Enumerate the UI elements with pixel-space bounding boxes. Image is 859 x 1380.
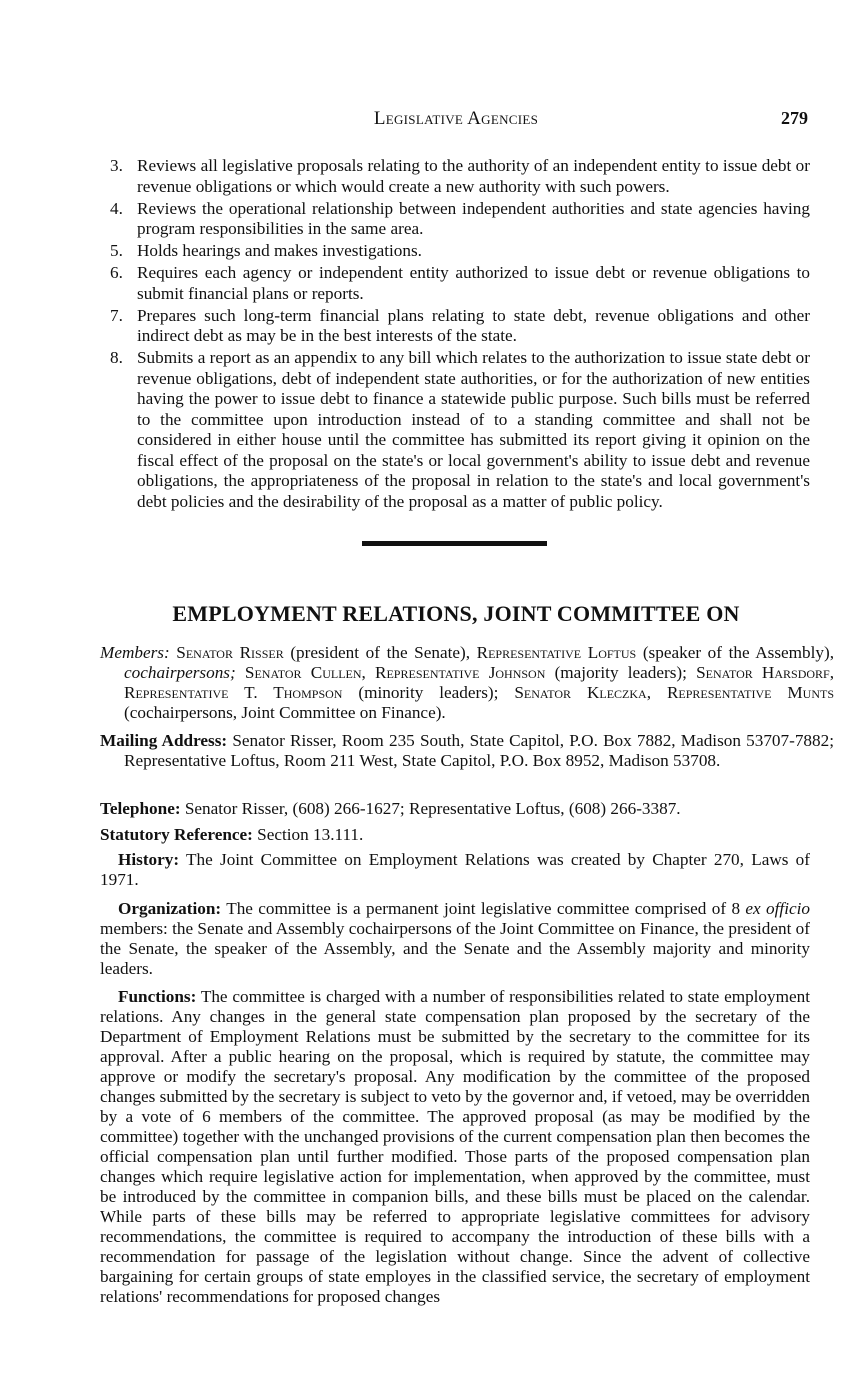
cochairpersons-label: cochairpersons; <box>124 663 236 682</box>
members-label: Members: <box>100 643 170 662</box>
functions-paragraph <box>100 987 810 1307</box>
list-item-text: Reviews the operational relationship between independent authorities and state agencies having program responsibilities in the same area. <box>137 198 810 238</box>
page-number: 279 <box>781 108 808 128</box>
list-item-number: 8. <box>110 348 123 367</box>
list-item-text: Prepares such long-term financial plans relating to state debt, revenue obligations and other indirect debt as may be in the best interests of the state. <box>137 305 810 345</box>
functions-label: Functions: <box>118 987 197 1006</box>
list-item <box>110 306 810 347</box>
list-item-number: 4. <box>110 198 123 218</box>
list-item <box>110 156 810 197</box>
member-name: Senator Cullen, Representative Johnson <box>244 663 546 682</box>
mailing-address-text: Senator Risser, Room 235 South, State Capitol, P.O. Box 7882, Madison 53707-7882; Representative Loftus, Room 211 West, State Capitol, P.O. Box 8952, Madison 53708. <box>124 731 834 770</box>
member-note: (cochairpersons, Joint Committee on Finance). <box>124 703 446 722</box>
ex-officio-term: ex officio <box>745 899 810 918</box>
section-divider <box>362 541 547 546</box>
list-item-number: 6. <box>110 263 123 282</box>
statutory-reference-paragraph <box>100 825 834 845</box>
list-item-number: 3. <box>110 156 123 175</box>
functions-list <box>110 156 810 514</box>
member-note: (president of the Senate), <box>283 643 477 662</box>
list-item <box>110 263 810 304</box>
list-item-number: 7. <box>110 305 123 325</box>
history-text: The Joint Committee on Employment Relations was created by Chapter 270, Laws of 1971. <box>100 850 810 889</box>
member-name: Representative Loftus <box>476 643 637 662</box>
history-paragraph <box>100 850 810 890</box>
telephone-text: Senator Risser, (608) 266-1627; Representative Loftus, (608) 266-3387. <box>180 799 681 818</box>
statutory-reference-label: Statutory Reference: <box>100 825 253 844</box>
functions-text: The committee is charged with a number of responsibilities related to state employment relations. Any changes in the general state compensation plan proposed by the secretary of the Department of Employment Relations must be submitted by the secretary to the committee for its approval. After a public hearing on the proposal, which is required by statute, the committee may approve or modify the secretary's proposal. Any modification by the committee of the proposed changes submitted by the secretary is subject to veto by the governor and, if vetoed, may be overridden by a vote of 6 members of the committee. The approved proposal (as may be modified by the committee) together with the unchanged provisions of the current compensation plan then becomes the official compensation plan until further modified. Those parts of the proposed compensation plan changes which require legislative action for implementation, when approved by the committee, must be introduced by the committee in companion bills, and these bills must be placed on the calendar. While parts of these bills may be referred to appropriate legislative committees for advisory recommendations, the committee is required to accompany the introduction of these bills with a recommendation for passage of the legislation without change. Since the advent of collective bargaining for certain groups of state employes in the classified service, the secretary of employment relations' recommendations for proposed changes <box>100 987 810 1306</box>
list-item-text: Requires each agency or independent entity authorized to issue debt or revenue obligations to submit financial plans or reports. <box>137 263 810 303</box>
organization-text: The committee is a permanent joint legislative committee comprised of 8 <box>221 899 746 918</box>
member-note: (minority leaders); <box>342 683 515 702</box>
mailing-address-label: Mailing Address: <box>100 731 228 750</box>
organization-text: members: the Senate and Assembly cochairpersons of the Joint Committee on Finance, the president of the Senate, the speaker of the Assembly, and the Senate and the Assembly majority and minority leaders. <box>100 919 810 978</box>
history-label: History: <box>118 850 180 869</box>
members-paragraph <box>100 643 834 723</box>
mailing-address-paragraph <box>100 731 834 771</box>
running-header <box>100 108 812 134</box>
telephone-paragraph <box>100 799 834 819</box>
member-name: Senator Harsdorf, Representative T. Thompson <box>124 663 834 702</box>
organization-paragraph <box>100 899 810 979</box>
member-name: Senator Kleczka, Representative Munts <box>514 683 834 702</box>
list-item-number: 5. <box>110 241 123 260</box>
list-item <box>110 348 810 512</box>
statutory-reference-text: Section 13.111. <box>252 825 364 844</box>
running-title: Legislative Agencies <box>373 108 539 129</box>
member-note <box>236 663 245 682</box>
member-name: Senator Risser <box>176 643 284 662</box>
section-title: EMPLOYMENT RELATIONS, JOINT COMMITTEE ON <box>172 601 740 626</box>
list-item <box>110 241 810 262</box>
telephone-label: Telephone: <box>100 799 181 818</box>
list-item-text: Holds hearings and makes investigations. <box>137 241 422 260</box>
list-item <box>110 199 810 240</box>
member-note: (majority leaders); <box>545 663 697 682</box>
list-item-text: Submits a report as an appendix to any bill which relates to the authorization to issue state debt or revenue obligations, debt of independent state authorities, or for the authorization of new entities having the power to issue debt to finance a statewide public purpose. Such bills must be referred to the committee upon introduction instead of to a standing committee and shall not be considered in either house until the committee has submitted its report giving it opinion on the fiscal effect of the proposal on the state's or local government's ability to issue debt and revenue obligations, the appropriateness of the proposal in relation to the state's and local government's debt policies and the desirability of the proposal as a matter of public policy. <box>137 348 810 511</box>
organization-label: Organization: <box>118 899 222 918</box>
member-note: (speaker of the Assembly), <box>636 643 834 662</box>
list-item-text: Reviews all legislative proposals relating to the authority of an independent entity to issue debt or revenue obligations or which would create a new authority with such powers. <box>137 156 810 196</box>
